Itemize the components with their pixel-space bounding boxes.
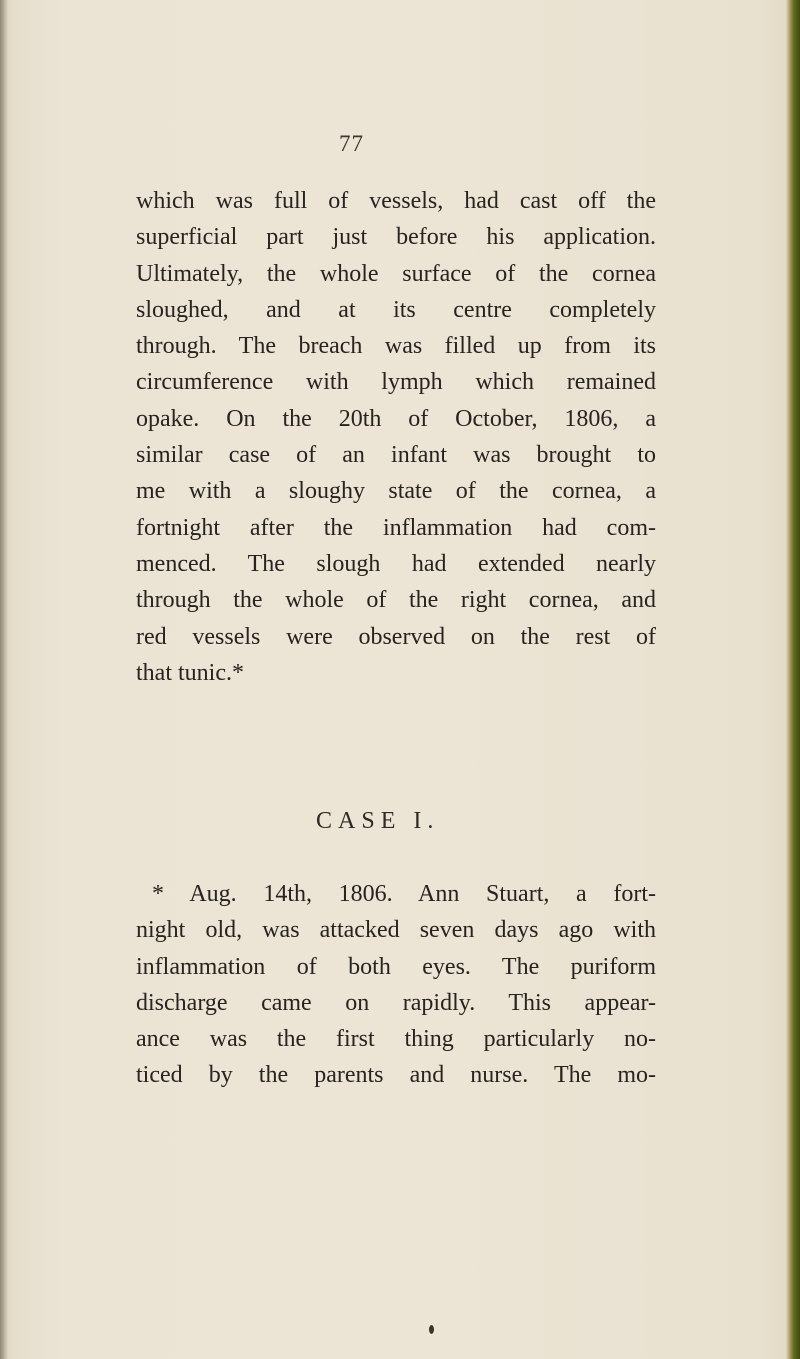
text-line: through the whole of the right cornea, and [136,587,656,614]
text-line: opake. On the 20th of October, 1806, a [136,405,656,432]
text-line: ticed by the parents and nurse. The mo- [136,1062,656,1089]
main-paragraph [136,183,656,691]
text-line: which was full of vessels, had cast off the [136,188,656,214]
text-line: me with a sloughy state of the cornea, a [136,478,656,505]
text-line: night old, was attacked seven days ago with [136,917,656,944]
text-line: through. The breach was filled up from its [136,333,656,360]
case-heading: CASE I. [316,808,440,834]
text-line: sloughed, and at its centre completely [136,296,656,323]
text-line: fortnight after the inflammation had com- [136,514,656,541]
text-line: inflammation of both eyes. The puriform [136,953,656,980]
text-line: discharge came on rapidly. This appear- [136,989,656,1016]
text-line: similar case of an infant was brought to [136,442,656,469]
left-page-edge [0,0,8,1359]
text-line: ance was the first thing particularly no- [136,1026,656,1053]
text-line: superficial part just before his application. [136,224,656,251]
text-line: red vessels were observed on the rest of [136,623,656,650]
right-cover-edge [786,0,800,1359]
text-line: that tunic.* [136,659,244,686]
text-line: Ultimately, the whole surface of the cornea [136,260,656,287]
ink-spot [429,1325,434,1334]
text-line: menced. The slough had extended nearly [136,550,656,577]
footnote-paragraph [136,876,656,1094]
text-line: * Aug. 14th, 1806. Ann Stuart, a fort- [152,881,656,907]
text-line: circumference with lymph which remained [136,369,656,396]
page-number: 77 [339,131,364,156]
